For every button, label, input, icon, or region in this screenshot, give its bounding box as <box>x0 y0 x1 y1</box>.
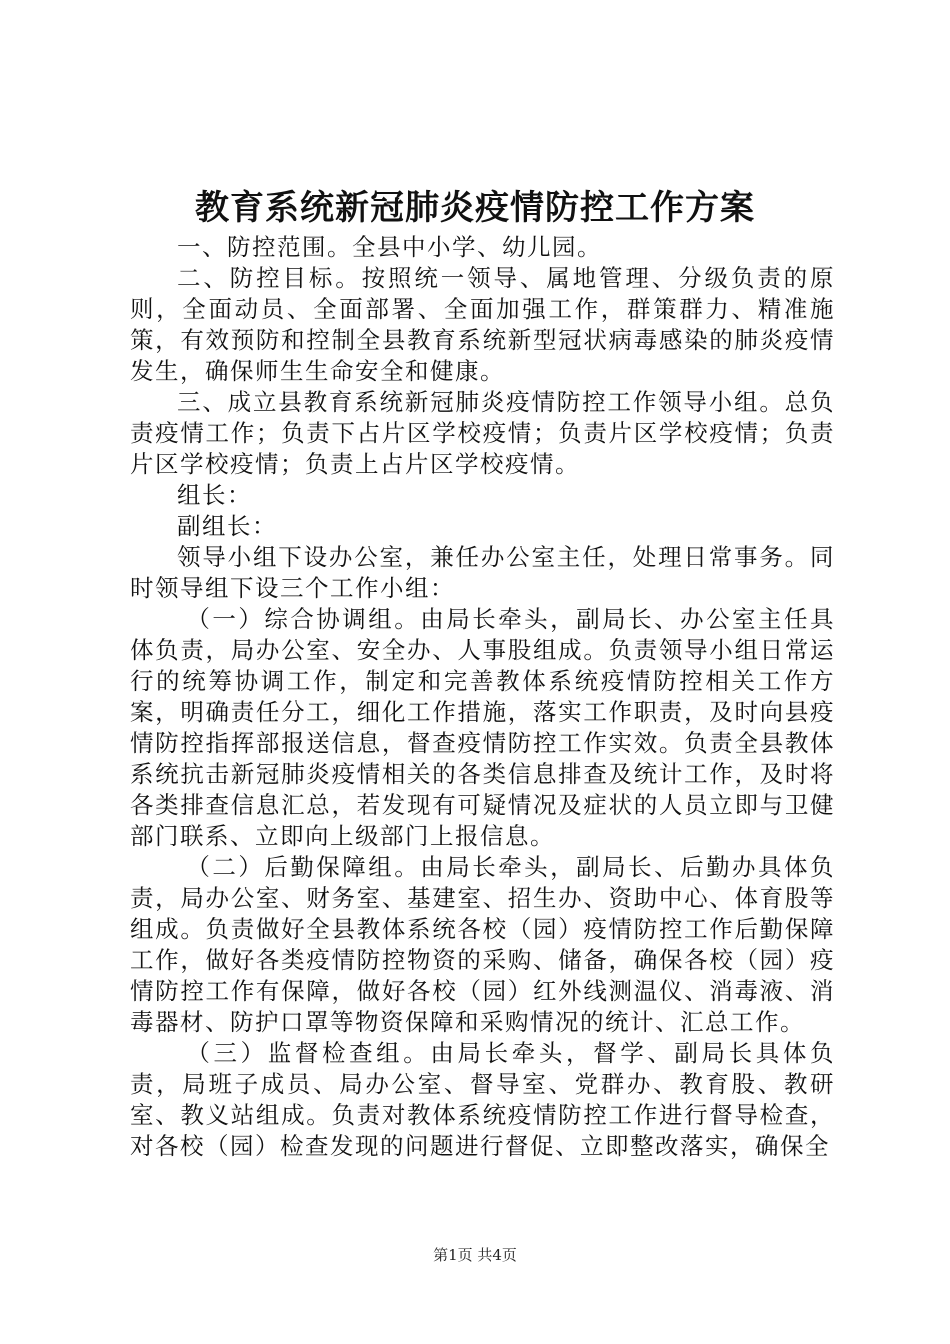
paragraph-coordination-group: （一）综合协调组。由局长牵头，副局长、办公室主任具体负责，局办公室、安全办、人事股组成。负责领导小组日常运行的统筹协调工作，制定和完善教体系统疫情防控相关工作方案，明确责任分工，细化工作措施，落实工作职责，及时向县疫情防控指挥部报送信息，督查疫情防控工作实效。负责全县教体系统抗击新冠肺炎疫情相关的各类信息排查及统计工作，及时将各类排查信息汇总，若发现有可疑情况及症状的人员立即与卫健部门联系、立即向上级部门上报信息。 <box>130 605 835 850</box>
paragraph-scope: 一、防控范围。全县中小学、幼儿园。 <box>177 233 602 261</box>
paragraph-office: 领导小组下设办公室，兼任办公室主任，处理日常事务。同时领导组下设三个工作小组： <box>130 543 835 602</box>
page-footer: 第1页 共4页 <box>433 1246 517 1264</box>
paragraph-deputy-leader: 副组长： <box>177 512 277 540</box>
paragraph-leading-group: 三、成立县教育系统新冠肺炎疫情防控工作领导小组。总负责疫情工作；负责下占片区学校疫情；负责片区学校疫情；负责片区学校疫情；负责上占片区学校疫情。 <box>130 388 835 478</box>
document-body <box>130 232 835 1162</box>
paragraph-inspection-group: （三）监督检查组。由局长牵头，督学、副局长具体负责，局班子成员、局办公室、督导室、党群办、教育股、教研室、教义站组成。负责对教体系统疫情防控工作进行督导检查，对各校（园）检查发现的问题进行督促、立即整改落实，确保全 <box>130 1039 835 1160</box>
paragraph-goal: 二、防控目标。按照统一领导、属地管理、分级负责的原则，全面动员、全面部署、全面加强工作，群策群力、精准施策，有效预防和控制全县教育系统新型冠状病毒感染的肺炎疫情发生，确保师生生命安全和健康。 <box>130 264 835 385</box>
paragraph-logistics-group: （二）后勤保障组。由局长牵头，副局长、后勤办具体负责，局办公室、财务室、基建室、招生办、资助中心、体育股等组成。负责做好全县教体系统各校（园）疫情防控工作后勤保障工作，做好各类疫情防控物资的采购、储备，确保各校（园）疫情防控工作有保障，做好各校（园）红外线测温仪、消毒液、消毒器材、防护口罩等物资保障和采购情况的统计、汇总工作。 <box>130 853 835 1036</box>
document-title: 教育系统新冠肺炎疫情防控工作方案 <box>195 188 755 228</box>
paragraph-group-leader: 组长： <box>177 481 252 509</box>
